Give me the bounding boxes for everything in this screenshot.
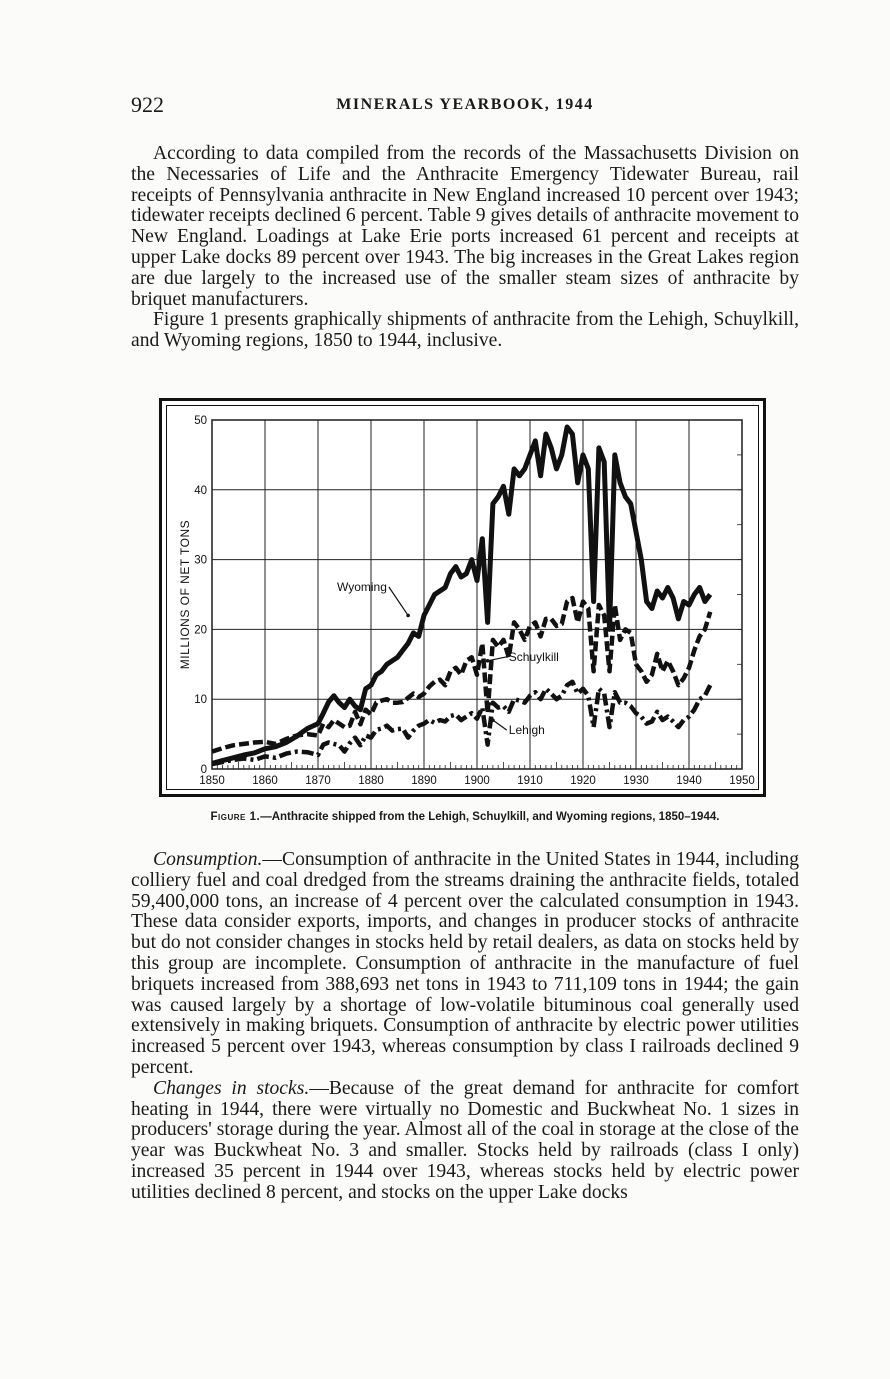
x-tick-label: 1860: [252, 775, 278, 787]
x-tick-label: 1880: [358, 775, 384, 787]
stocks-text: —Because of the great demand for anthracite for comfort heating in 1944, there were virtually no Domestic and Buckwheat No. 1 sizes in producers' storage during the year. Almost all of the coal in storage at the close of the year was Buckwheat No. 3 and smaller. Stocks held by railroads (class I only) increased 35 percent in 1944 over 1943, whereas stocks held by electric power utilities declined 8 percent, and stocks on the upper Lake docks: [131, 1077, 799, 1203]
page-header: [131, 92, 799, 122]
intro-section: [131, 144, 799, 352]
shipments-line-chart: [167, 406, 762, 793]
annotation-label-schuylkill: Schuylkill: [508, 649, 559, 664]
stocks-paragraph: [131, 1079, 799, 1204]
running-title: MINERALS YEARBOOK, 1944: [336, 96, 594, 113]
annotation-arrowhead: [486, 659, 490, 663]
x-tick-label: 1900: [464, 775, 490, 787]
figure-caption-text: —Anthracite shipped from the Lehigh, Schuylkill, and Wyoming regions, 1850–1944.: [260, 811, 720, 823]
y-tick-label: 20: [194, 624, 207, 637]
x-tick-label: 1910: [517, 775, 543, 787]
intro-paragraph: Figure 1 presents graphically shipments of anthracite from the Lehigh, Schuylkill, and Wyoming regions, 1850 to 1944, inclusive.: [131, 309, 799, 352]
x-tick-label: 1870: [305, 775, 331, 787]
y-tick-label: 40: [194, 484, 207, 497]
figure-inner-border: [166, 405, 759, 790]
consumption-section: [131, 850, 799, 1204]
annotation-arrowhead: [406, 614, 410, 618]
annotation-label-lehigh: Lehigh: [508, 723, 545, 738]
y-tick-label: 10: [194, 694, 207, 707]
x-tick-label: 1890: [411, 775, 437, 787]
page-number: 922: [131, 92, 164, 117]
x-tick-label: 1920: [570, 775, 596, 787]
x-tick-label: 1950: [729, 775, 755, 787]
y-tick-label: 30: [194, 554, 207, 567]
y-tick-label: 50: [194, 415, 207, 427]
intro-paragraph: According to data compiled from the records of the Massachusetts Division on the Necessaries of Life and the Anthracite Emergency Tidewater Bureau, rail receipts of Pennsylvania anthracite in New England increased 10 percent over 1943; tidewater receipts declined 6 percent. Table 9 gives details of anthracite movement to New England. Loadings at Lake Erie ports increased 61 percent and receipts at upper Lake docks 89 percent over 1943. The big increases in the Great Lakes region are due largely to the increased use of the smaller steam sizes of anthracite by briquet manufacturers.: [131, 143, 800, 310]
y-axis-label: MILLIONS OF NET TONS: [178, 519, 192, 670]
annotation-arrowhead: [491, 718, 495, 722]
x-tick-label: 1940: [676, 775, 702, 787]
figure-caption: [131, 811, 799, 823]
figure-frame: [159, 398, 766, 797]
consumption-heading: Consumption.: [153, 849, 263, 870]
stocks-heading: Changes in stocks.: [153, 1077, 310, 1099]
consumption-text: —Consumption of anthracite in the United States in 1944, including colliery fuel and coal dredged from the streams draining the anthracite fields, totaled 59,400,000 tons, an increase of 4 percent over the calculated consumption in 1943. These data consider exports, imports, and changes in producer stocks of anthracite but do not consider changes in stocks held by retail dealers, as data on stocks held by this group are incomplete. Consumption of anthracite in the manufacture of fuel briquets increased from 388,693 net tons in 1943 to 711,109 tons in 1944; the gain was caused largely by a shortage of low-volatile bituminous coal generally used extensively in making briquets. Consumption of anthracite by electric power utilities increased 5 percent over 1943, whereas consumption by class I railroads declined 9 percent.: [131, 849, 799, 1078]
consumption-paragraph: [131, 850, 799, 1079]
y-tick-label: 0: [200, 764, 207, 776]
x-tick-label: 1850: [199, 775, 225, 787]
annotation-label-wyoming: Wyoming: [336, 580, 387, 595]
figure-caption-label: Figure 1.: [210, 811, 261, 823]
x-tick-label: 1930: [623, 775, 649, 787]
